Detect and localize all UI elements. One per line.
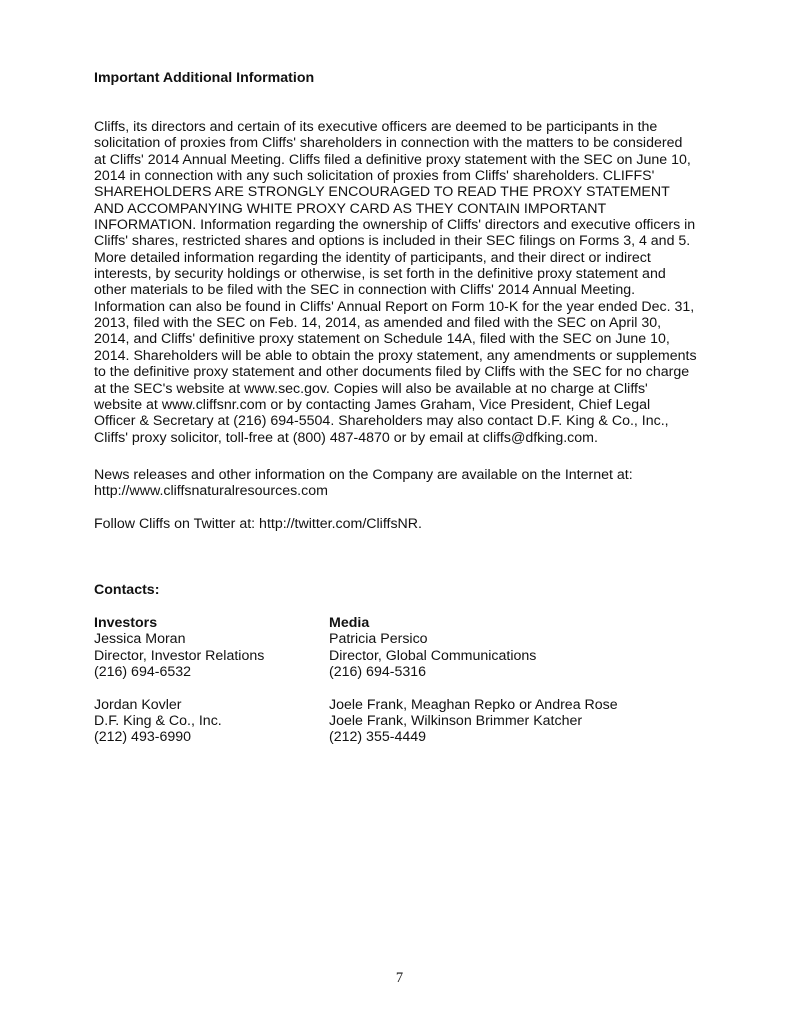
media-contacts (329, 615, 618, 746)
contact-name: Joele Frank, Meaghan Repko or Andrea Rose (329, 696, 618, 713)
page-number: 7 (395, 970, 404, 986)
contact-name: Patricia Persico (329, 631, 428, 648)
contact-role: D.F. King & Co., Inc. (94, 713, 222, 730)
news-releases-note (94, 467, 633, 500)
contact-spacer (94, 680, 264, 696)
investors-title: Investors (94, 615, 158, 631)
paragraph-line: INFORMATION. Information regarding the ownership of Cliffs' directors and executive officers in (94, 217, 696, 234)
paragraph-line: Information can also be found in Cliffs' Annual Report on Form 10-K for the year ended Dec. 31, (94, 298, 695, 315)
paragraph-line: Officer & Secretary at (216) 694-5504. Shareholders may also contact D.F. King & Co., Inc., (94, 413, 669, 430)
paragraph-line: 2014 in connection with any such solicitation of proxies from Cliffs' shareholders. CLIFFS' (94, 168, 655, 185)
contact-role: Director, Global Communications (329, 647, 537, 664)
contact-phone: (216) 694-6532 (94, 664, 192, 681)
contact-spacer (329, 680, 618, 696)
paragraph-line: 2013, filed with the SEC on Feb. 14, 2014, as amended and filed with the SEC on April 30, (94, 315, 662, 332)
section-heading: Important Additional Information (94, 70, 315, 86)
investors-contacts (94, 615, 264, 746)
paragraph-line: 2014. Shareholders will be able to obtain the proxy statement, any amendments or supplements (94, 347, 697, 364)
contacts-heading: Contacts: (94, 582, 160, 598)
paragraph-line: other materials to be filed with the SEC in connection with Cliffs' 2014 Annual Meeting. (94, 282, 636, 299)
paragraph-line: SHAREHOLDERS ARE STRONGLY ENCOURAGED TO READ THE PROXY STATEMENT (94, 184, 670, 201)
paragraph-line: Cliffs' proxy solicitor, toll-free at (800) 487-4870 or by email at cliffs@dfking.com. (94, 429, 598, 446)
contact-name: Jordan Kovler (94, 696, 182, 713)
paragraph-line: at Cliffs' 2014 Annual Meeting. Cliffs filed a definitive proxy statement with the SEC on June 10, (94, 151, 691, 168)
contact-phone: (212) 493-6990 (94, 729, 192, 746)
paragraph-line: AND ACCOMPANYING WHITE PROXY CARD AS THEY CONTAIN IMPORTANT (94, 200, 607, 217)
news-url: http://www.cliffsnaturalresources.com (94, 483, 328, 500)
paragraph-line: solicitation of proxies from Cliffs' shareholders in connection with the matters to be considered (94, 135, 683, 152)
media-title: Media (329, 615, 370, 631)
twitter-follow-note: Follow Cliffs on Twitter at: http://twitter.com/CliffsNR. (94, 516, 422, 532)
paragraph-line: More detailed information regarding the identity of participants, and their direct or indirect (94, 249, 651, 266)
paragraph-line: website at www.cliffsnr.com or by contacting James Graham, Vice President, Chief Legal (94, 396, 651, 413)
proxy-disclosure-paragraph (94, 119, 726, 446)
contact-role: Joele Frank, Wilkinson Brimmer Katcher (329, 713, 583, 730)
paragraph-line: interests, by security holdings or otherwise, is set forth in the definitive proxy statement and (94, 266, 666, 283)
contact-name: Jessica Moran (94, 631, 186, 648)
paragraph-line: Cliffs, its directors and certain of its executive officers are deemed to be participants in the (94, 119, 658, 135)
contact-role: Director, Investor Relations (94, 647, 265, 664)
paragraph-line: at the SEC's website at www.sec.gov. Copies will also be available at no charge at Cliffs' (94, 380, 648, 397)
contact-phone: (212) 355-4449 (329, 729, 427, 746)
paragraph-line: 2014, and Cliffs' definitive proxy statement on Schedule 14A, filed with the SEC on June 10, (94, 331, 670, 348)
paragraph-line: to the definitive proxy statement and other documents filed by Cliffs with the SEC for no charge (94, 364, 690, 381)
news-line: News releases and other information on the Company are available on the Internet at: (94, 467, 633, 483)
contact-phone: (216) 694-5316 (329, 664, 427, 681)
paragraph-line: Cliffs' shares, restricted shares and options is included in their SEC filings on Forms 3, 4 and 5. (94, 233, 691, 250)
